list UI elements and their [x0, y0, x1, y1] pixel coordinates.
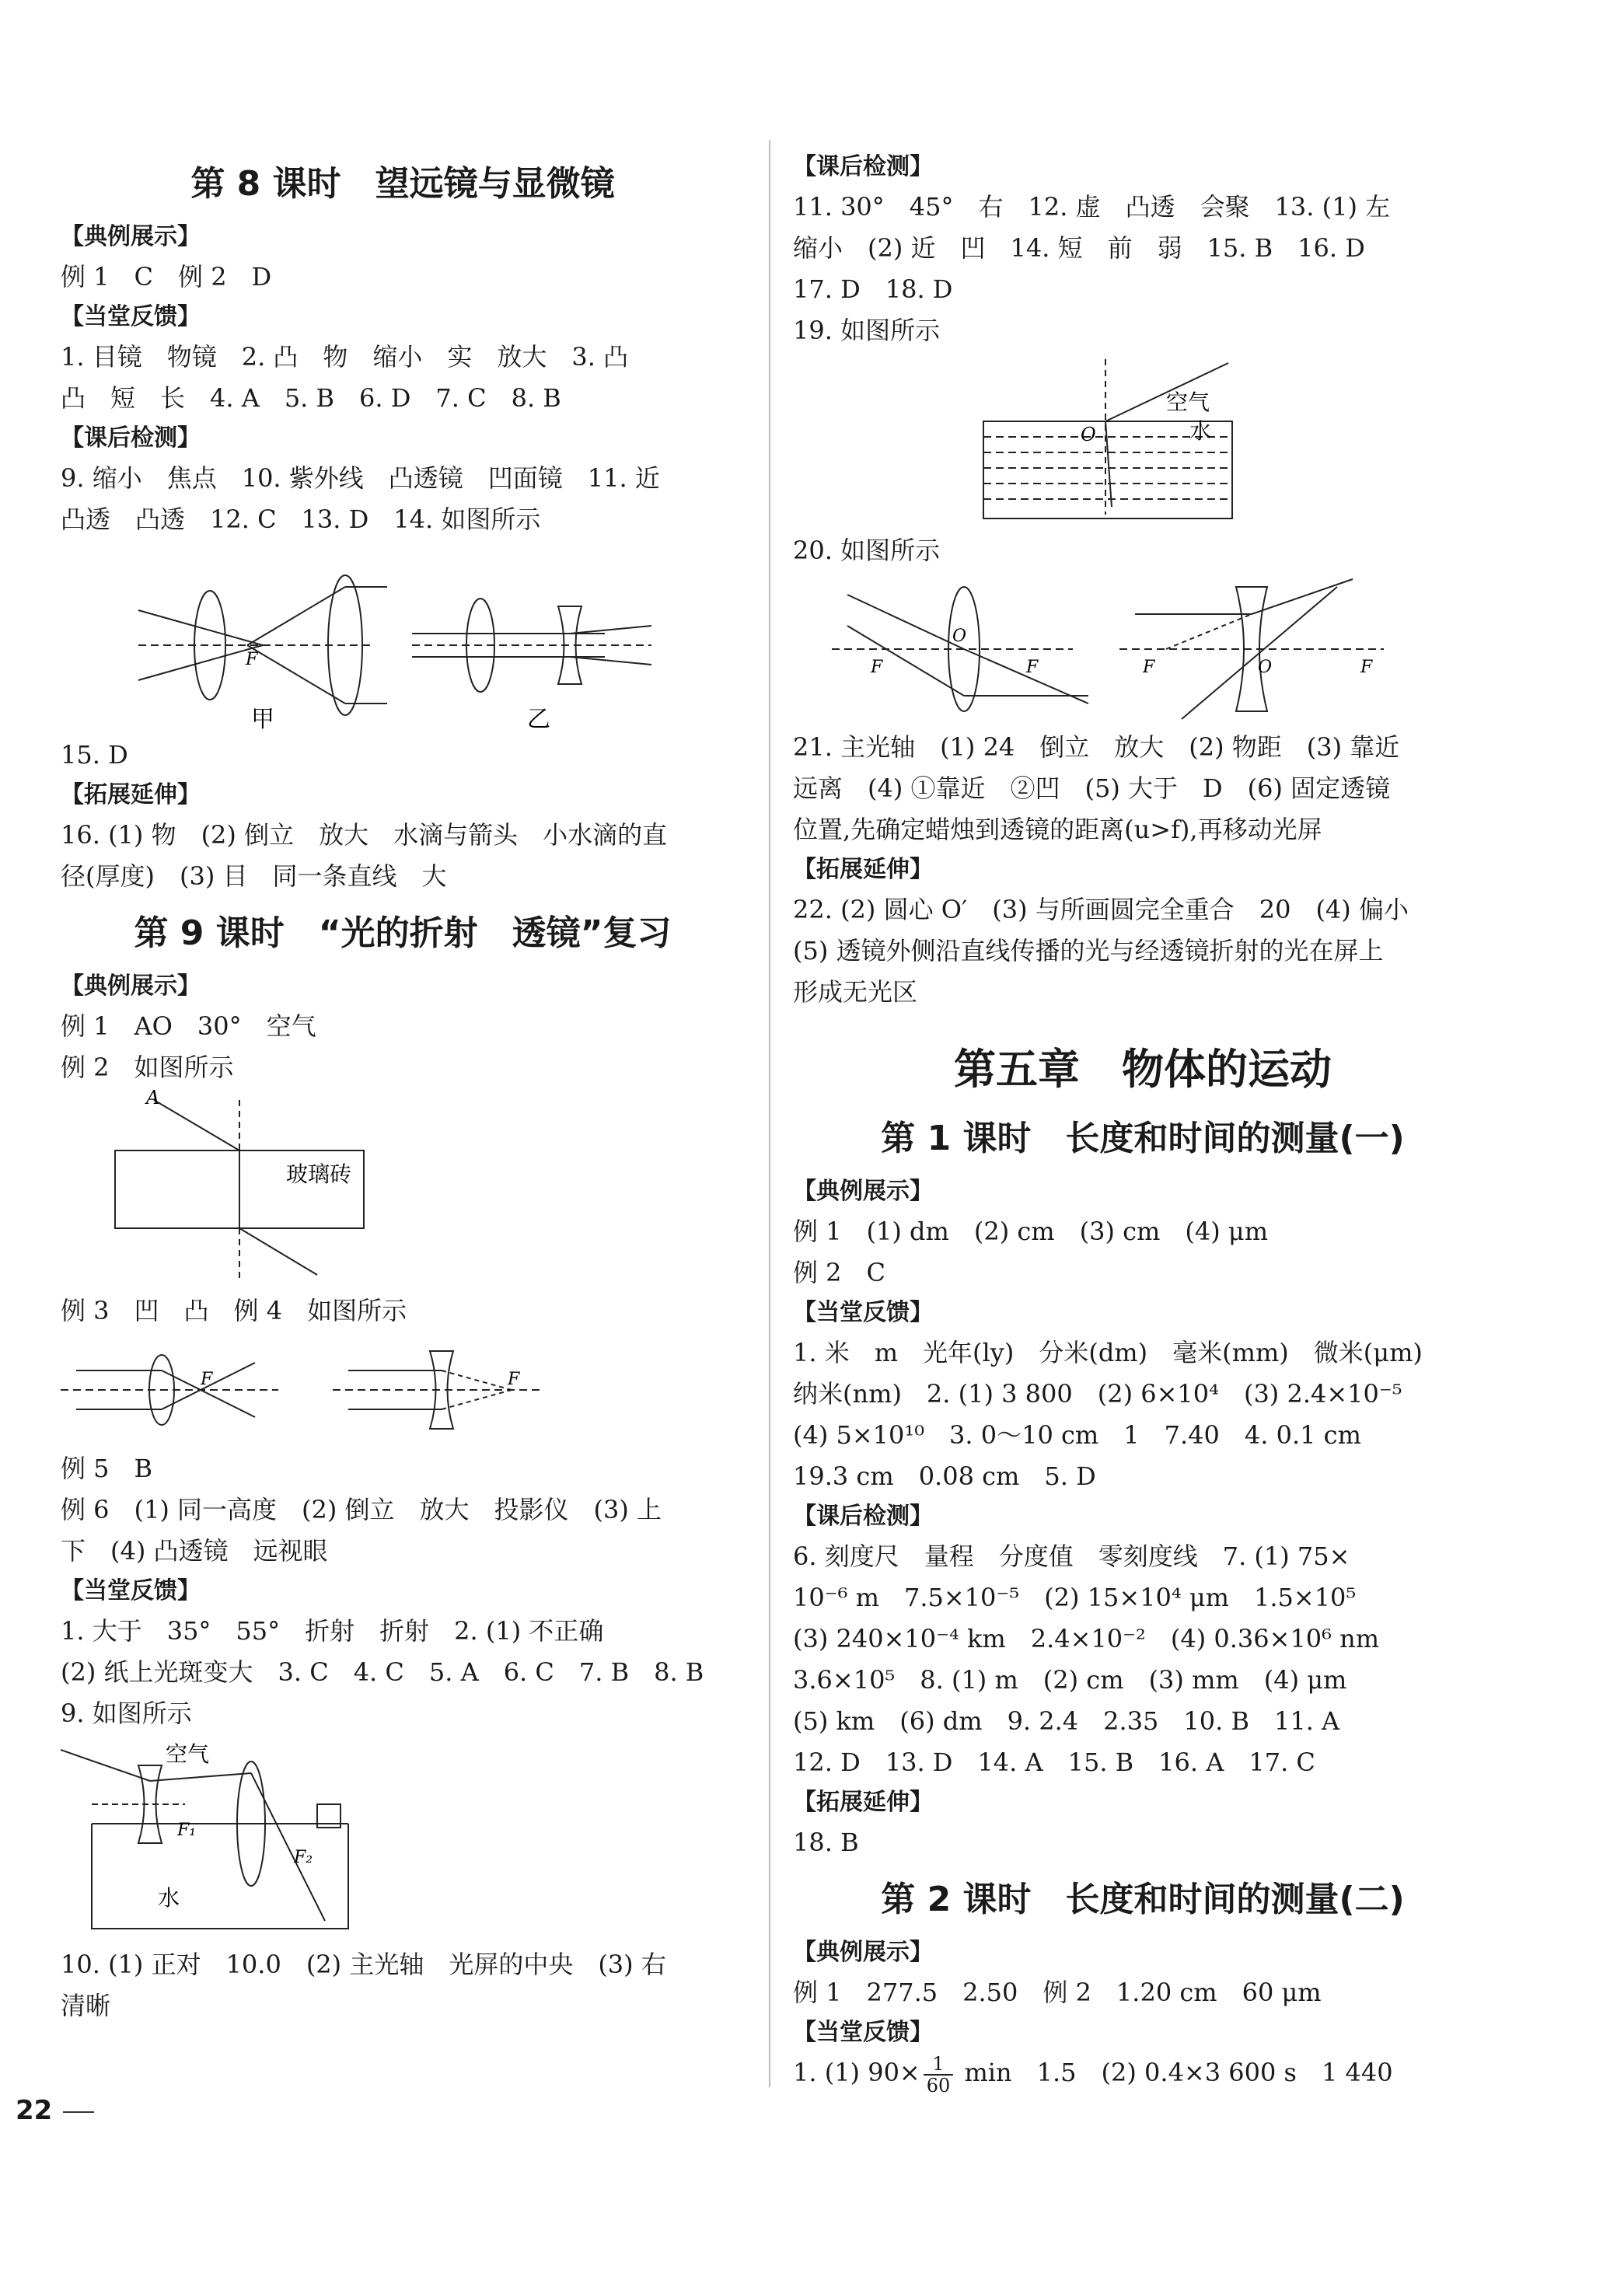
answer-line: 例 1 C 例 2 D: [61, 262, 272, 292]
fig-label-glass: 玻璃砖: [286, 1161, 352, 1187]
answer-line: 清晰: [61, 1991, 111, 2020]
fig-label-f: F: [1143, 658, 1155, 677]
right-column: [793, 148, 1493, 2096]
answer-line: 形成无光区: [793, 977, 918, 1007]
chapter-title: 第五章 物体的运动: [954, 1045, 1332, 1094]
answer-line: 9. 缩小 焦点 10. 紫外线 凸透镜 凹面镜 11. 近: [61, 463, 660, 493]
answer-line: 凸 短 长 4. A 5. B 6. D 7. C 8. B: [61, 383, 561, 413]
section-feedback: 【当堂反馈】: [61, 303, 201, 330]
page-number: 22: [16, 2095, 53, 2126]
fig-label-f: F: [508, 1370, 520, 1389]
section-example: 【典例展示】: [61, 972, 201, 1000]
answer-line: 1. 米 m 光年(ly) 分米(dm) 毫米(mm) 微米(μm): [793, 1338, 1423, 1367]
answer-line: 例 6 (1) 同一高度 (2) 倒立 放大 投影仪 (3) 上: [61, 1495, 662, 1524]
fig-label-f2: F₂: [294, 1848, 313, 1867]
lesson-8-title: 第 8 课时 望远镜与显微镜: [190, 164, 615, 204]
section-example: 【典例展示】: [793, 1939, 933, 1966]
answer-line: 15. D: [61, 740, 128, 770]
page-footer: [16, 2095, 94, 2126]
section-feedback: 【当堂反馈】: [793, 1299, 933, 1326]
answer-line: 径(厚度) (3) 目 同一条直线 大: [61, 861, 447, 891]
answer-line: 例 3 凹 凸 例 4 如图所示: [61, 1296, 407, 1325]
fig-label-f: F: [871, 658, 883, 677]
answer-line: 19.3 cm 0.08 cm 5. D: [793, 1461, 1096, 1491]
answer-part: min 1.5 (2) 0.4×3 600 s 1 440: [956, 2058, 1393, 2087]
fig-label-f: F: [1360, 658, 1373, 677]
answer-line: 21. 主光轴 (1) 24 倒立 放大 (2) 物距 (3) 靠近: [793, 732, 1400, 762]
answer-line: 12. D 13. D 14. A 15. B 16. A 17. C: [793, 1748, 1315, 1777]
answer-line: 18. B: [793, 1828, 859, 1857]
fig-label-o: O: [1081, 424, 1096, 445]
lens-f-diagrams: [61, 1332, 745, 1448]
column-divider: [769, 140, 770, 2087]
answer-line: (3) 240×10⁻⁴ km 2.4×10⁻² (4) 0.36×10⁶ nm: [793, 1624, 1380, 1653]
answer-line: 9. 如图所示: [61, 1699, 192, 1728]
fig-label-water: 水: [158, 1885, 180, 1911]
answer-line: 17. D 18. D: [793, 274, 953, 304]
section-check: 【课后检测】: [793, 153, 933, 180]
footer-dash: [63, 2111, 94, 2113]
fig-label-a: A: [146, 1088, 160, 1109]
answer-line: 10. (1) 正对 10.0 (2) 主光轴 光屏的中央 (3) 右: [61, 1950, 666, 1979]
fig-label-f: F: [246, 650, 258, 669]
answer-line: 位置,先确定蜡烛到透镜的距离(u>f),再移动光屏: [793, 815, 1322, 844]
section-example: 【典例展示】: [793, 1178, 933, 1205]
lens-f-o-diagrams: [793, 571, 1493, 727]
answer-line: 3.6×10⁵ 8. (1) m (2) cm (3) mm (4) μm: [793, 1665, 1347, 1695]
answer-line: 例 1 AO 30° 空气: [61, 1011, 316, 1041]
answer-line: 例 5 B: [61, 1454, 153, 1483]
fig-label-water: 水: [1189, 418, 1212, 444]
answer-line: 例 1 277.5 2.50 例 2 1.20 cm 60 μm: [793, 1978, 1322, 2007]
answer-line: 6. 刻度尺 量程 分度值 零刻度线 7. (1) 75×: [793, 1542, 1350, 1571]
answer-line: 10⁻⁶ m 7.5×10⁻⁵ (2) 15×10⁴ μm 1.5×10⁵: [793, 1583, 1357, 1612]
section-extension: 【拓展延伸】: [793, 856, 933, 883]
fig-label-f: F: [201, 1370, 213, 1389]
fig-label-o: O: [1258, 658, 1273, 677]
fraction-numerator: 1: [924, 2054, 954, 2076]
answer-line: 缩小 (2) 近 凹 14. 短 前 弱 15. B 16. D: [793, 233, 1365, 263]
answer-line: 下 (4) 凸透镜 远视眼: [61, 1536, 328, 1566]
section-extension: 【拓展延伸】: [793, 1789, 933, 1816]
fig-label-yi: 乙: [527, 706, 550, 733]
section-check: 【课后检测】: [793, 1503, 933, 1530]
answer-part: 1. (1) 90×: [793, 2058, 920, 2087]
section-check: 【课后检测】: [61, 424, 201, 452]
answer-line: 例 2 如图所示: [61, 1053, 234, 1082]
answer-line: 20. 如图所示: [793, 536, 941, 565]
answer-line: 远离 (4) ①靠近 ②凹 (5) 大于 D (6) 固定透镜: [793, 773, 1391, 803]
fraction: [924, 2054, 954, 2096]
fig-label-jia: 甲: [251, 706, 274, 733]
section-feedback: 【当堂反馈】: [61, 1577, 201, 1604]
fig-label-o: O: [952, 627, 967, 646]
answer-line: 例 2 C: [793, 1258, 886, 1287]
section-example: 【典例展示】: [61, 223, 201, 250]
lesson-2-title: 第 2 课时 长度和时间的测量(二): [881, 1880, 1405, 1919]
answer-line: 1. 目镜 物镜 2. 凸 物 缩小 实 放大 3. 凸: [61, 342, 629, 372]
water-lens-diagram: [61, 1734, 745, 1944]
answer-line: 22. (2) 圆心 O′ (3) 与所画圆完全重合 20 (4) 偏小: [793, 895, 1409, 924]
answer-line: (4) 5×10¹⁰ 3. 0～10 cm 1 7.40 4. 0.1 cm: [793, 1420, 1361, 1450]
section-extension: 【拓展延伸】: [61, 781, 201, 808]
answer-line: 16. (1) 物 (2) 倒立 放大 水滴与箭头 小水滴的直: [61, 820, 668, 850]
section-feedback: 【当堂反馈】: [793, 2019, 933, 2046]
telescope-microscope-diagram: [61, 540, 745, 735]
answer-line: (5) 透镜外侧沿直线传播的光与经透镜折射的光在屏上: [793, 936, 1384, 965]
lesson-9-title: 第 9 课时 “光的折射 透镜”复习: [134, 913, 672, 953]
lesson-1-title: 第 1 课时 长度和时间的测量(一): [881, 1119, 1405, 1158]
fig-label-air: 空气: [166, 1741, 210, 1767]
answer-line: [793, 2052, 1493, 2096]
fig-label-air: 空气: [1166, 389, 1210, 415]
answer-line: (2) 纸上光斑变大 3. C 4. C 5. A 6. C 7. B 8. B: [61, 1657, 704, 1687]
left-column: [61, 148, 745, 2027]
fig-label-f1: F₁: [177, 1821, 197, 1840]
answer-line: 凸透 凸透 12. C 13. D 14. 如图所示: [61, 505, 541, 534]
answer-line: 11. 30° 45° 右 12. 虚 凸透 会聚 13. (1) 左: [793, 192, 1391, 222]
answer-line: 1. 大于 35° 55° 折射 折射 2. (1) 不正确: [61, 1616, 604, 1646]
fig-label-f: F: [1026, 658, 1039, 677]
glass-brick-diagram: [61, 1088, 745, 1290]
refraction-water-diagram: [793, 351, 1493, 530]
answer-line: 纳米(nm) 2. (1) 3 800 (2) 6×10⁴ (3) 2.4×10⁻⁵: [793, 1379, 1402, 1409]
answer-line: (5) km (6) dm 9. 2.4 2.35 10. B 11. A: [793, 1706, 1340, 1736]
fraction-denominator: 60: [926, 2074, 951, 2097]
answer-line: 19. 如图所示: [793, 316, 941, 345]
answer-line: 例 1 (1) dm (2) cm (3) cm (4) μm: [793, 1217, 1269, 1246]
